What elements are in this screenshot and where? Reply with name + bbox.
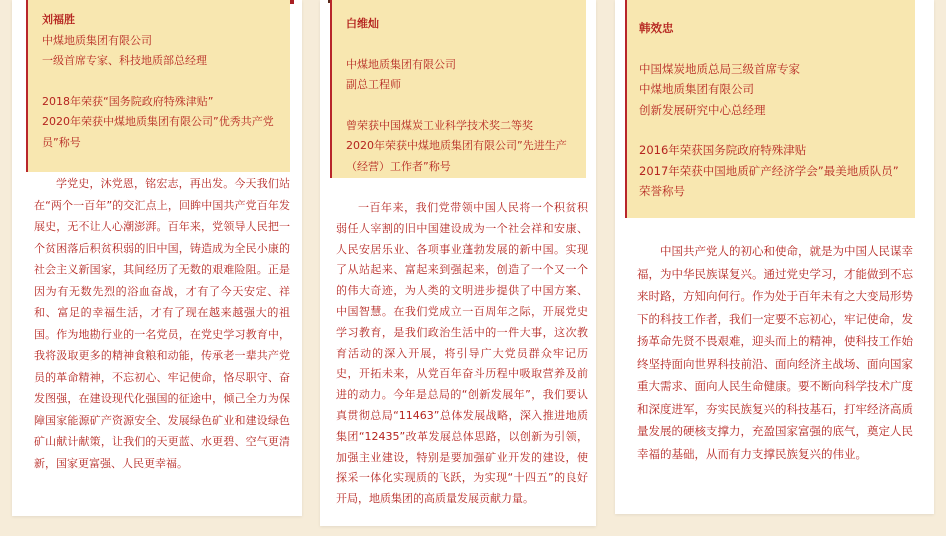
profile-card-2 <box>320 0 596 526</box>
profile-line: 中煤地质集团有限公司 <box>639 82 754 96</box>
profile-info-box <box>625 0 915 218</box>
profile-line: 创新发展研究中心总经理 <box>639 102 766 117</box>
profile-line: 副总工程师 <box>346 78 401 91</box>
profile-name: 韩效忠 <box>639 21 674 35</box>
profile-award: 2020年荣获中煤地质集团有限公司”优秀共产党员”称号 <box>42 115 274 149</box>
profile-statement: 学党史，沐党恩，铭宏志，再出发。今天我们站在“两个一百年”的交汇点上，回眸中国共产党百年发展史，无不让人心潮澎湃。百年来，党领导人民把一个贫困落后积贫积弱的旧中国，铸造成为全民小康的社会主义新国家，其间经历了无数的艰难险阻。正是因为有无数先烈的浴血奋战，才有了今天安定、祥和、富足的幸福生活，才有了现在越来越强大的祖国。作为地勘行业的一名党员，在党史学习教育中，我将汲取更多的精神食粮和动能，传承老一辈共产党员的革命精神，不忘初心、牢记使命，恪尽职守、奋发图强，在建设现代化强国的征途中，倾己全力为保障国家能源矿产资源安全、发展绿色矿业和建设绿色矿山献计献策，让我们的天更蓝、水更碧、空气更清新，国家更富强、人民更幸福。 <box>34 177 290 470</box>
profile-info-box <box>26 0 290 172</box>
profile-award: 2017年荣获中国地质矿产经济学会”最美地质队员” 荣誉称号 <box>639 163 899 198</box>
profile-line: 中煤地质集团有限公司 <box>346 57 456 71</box>
profile-card-3 <box>615 0 934 514</box>
profile-line: 中煤地质集团有限公司 <box>42 33 152 47</box>
profile-statement: 一百年来，我们党带领中国人民将一个积贫积弱任人宰割的旧中国建设成为一个社会祥和安康、人民安居乐业、各项事业蓬勃发展的新中国。实现了从站起来、富起来到强起来，创造了一个又一个的伟大奇迹，为人类的文明进步提供了中国方案、中国智慧。在我们党成立一百周年之际，开展党史学习教育，是我们政治生活中的一件大事，这次教育活动的深入开展，将引导广大党员群众牢记历史，开拓未来，从党百年奋斗历程中吸取营养及前进的动力。今年是总局的“创新发展年”，我们要认真贯彻总局“11463”总体发展战略，深入推进地质集团“12435”改革发展总体思路，以创新为引领，加强主业建设，特别是要加强矿业开发的建设，使探采一体化实现质的飞跃，为实现“十四五”的良好开局，地质集团的高质量发展贡献力量。 <box>336 201 588 506</box>
profile-award: 2018年荣获“国务院政府特殊津贴” <box>42 94 214 108</box>
profile-name: 刘福胜 <box>42 13 75 26</box>
profile-award: 2016年荣获国务院政府特殊津贴 <box>639 143 807 157</box>
profile-card-1 <box>12 0 302 516</box>
profile-award: 2020年荣获中煤地质集团有限公司”先进生产（经营）工作者”称号 <box>346 139 567 173</box>
profile-line: 中国煤炭地质总局三级首席专家 <box>639 61 800 76</box>
profile-info-box <box>330 0 586 178</box>
profile-name: 白维灿 <box>346 17 379 30</box>
profile-statement: 中国共产党人的初心和使命，就是为中国人民谋幸福，为中华民族谋复兴。通过党史学习，才能做到不忘来时路，方知向何行。作为处于百年未有之大变局形势下的科技工作者，我们一定要不忘初心，牢记使命，发扬革命先贤不畏艰难，迎头而上的精神，使科技工作始终坚持面向世界科技前沿、面向经济主战场、面向国家重大需求、面向人民生命健康。要不断向科学技术广度和深度进军，夯实民族复兴的科技基石，打牢经济高质量发展的硬核支撑力，充盈国家富强的底气，奠定人民幸福的基础，从而有力支撑民族复兴的伟业。 <box>637 244 913 461</box>
profile-line: 一级首席专家、科技地质部总经理 <box>42 54 207 67</box>
profile-award: 曾荣获中国煤炭工业科学技术奖二等奖 <box>346 118 533 132</box>
